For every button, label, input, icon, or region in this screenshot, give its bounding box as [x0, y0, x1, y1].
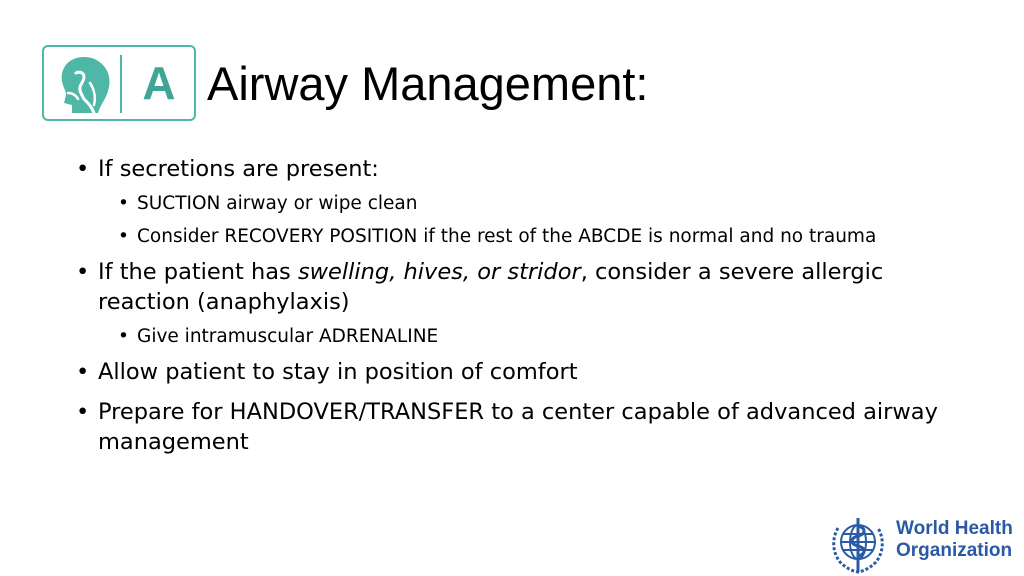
- bullet-text: [98, 397, 974, 457]
- who-logo-line1: World Health: [896, 518, 1013, 539]
- bullet-item: [74, 257, 974, 353]
- sub-bullet-item: • Give intramuscular ADRENALINE: [98, 320, 974, 353]
- who-logo-line2: Organization: [896, 540, 1013, 561]
- airway-head-icon: [54, 53, 116, 117]
- who-emblem-icon: [826, 514, 890, 574]
- bullet-text: [98, 257, 974, 317]
- sub-bullet-list: [98, 187, 974, 253]
- bullet-item: [74, 397, 974, 457]
- sub-bullet-list: [98, 320, 974, 353]
- bullet-text: [98, 357, 974, 387]
- bullet-text-segment: , consider a severe allergic reaction (anaphylaxis): [98, 259, 884, 315]
- badge-letter: A: [142, 57, 176, 109]
- bullet-text: [98, 154, 974, 184]
- bullet-item: [74, 357, 974, 387]
- sub-bullet-item: • SUCTION airway or wipe clean: [98, 187, 974, 220]
- bullet-text-segment: Prepare for HANDOVER/TRANSFER to a center capable of advanced airway management: [98, 399, 938, 455]
- bullet-item: [74, 154, 974, 253]
- bullet-list: [74, 154, 974, 467]
- sub-bullet-item: • Consider RECOVERY POSITION if the rest of the ABCDE is normal and no trauma: [98, 220, 974, 253]
- bullet-text-segment: If the patient has: [98, 259, 298, 285]
- slide-title: Airway Management:: [207, 57, 649, 110]
- who-logo: [826, 512, 1020, 576]
- bullet-text-segment: If secretions are present:: [98, 156, 379, 182]
- who-logo-text: [896, 518, 1013, 562]
- airway-badge: [42, 45, 196, 121]
- bullet-emphasis: swelling, hives, or stridor: [297, 259, 581, 285]
- bullet-text-segment: Allow patient to stay in position of comfort: [98, 359, 578, 385]
- badge-divider: [120, 55, 122, 113]
